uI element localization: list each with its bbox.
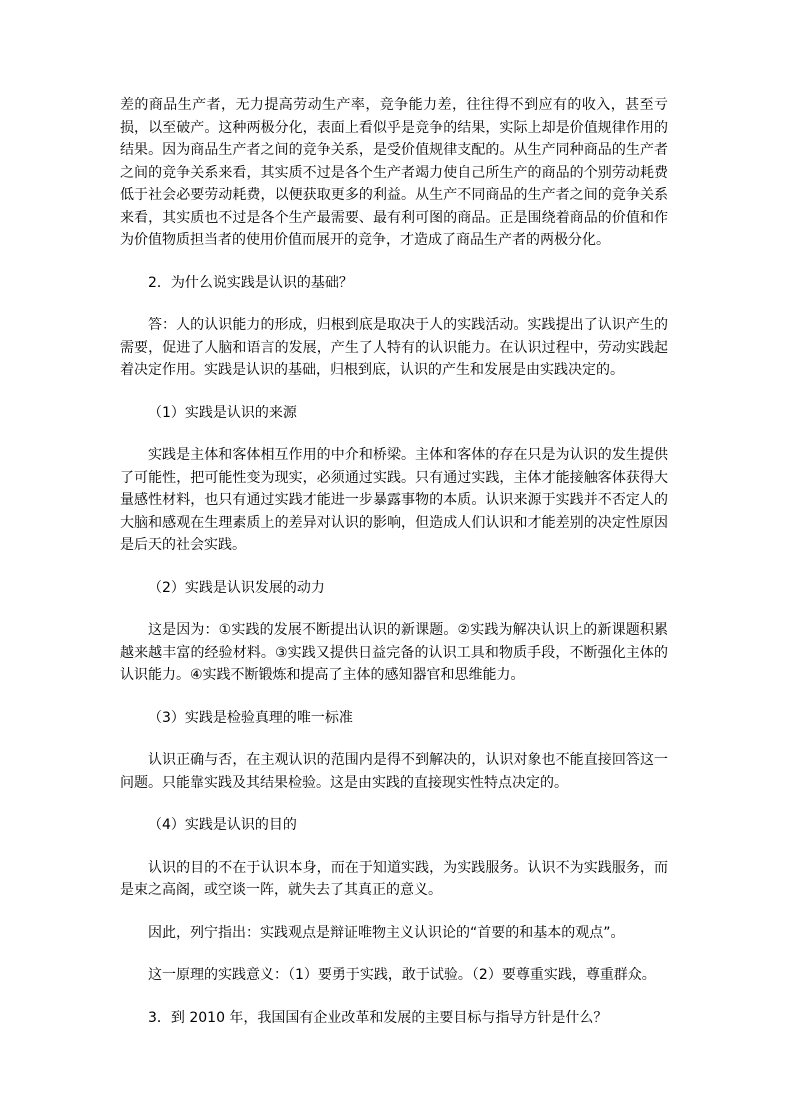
paragraph-source: 实践是主体和客体相互作用的中介和桥梁。主体和客体的存在只是为认识的发生提供了可能性，把可能性变为现实，必须通过实践。只有通过实践，主体才能接触客体获得大量感性材料，也只有通过实践才能进一步暴露事物的本质。认识来源于实践并不否定人的大脑和感观在生理素质上的差异对认识的影响，但造成人们认识和才能差别的决定性原因是后天的社会实践。 xyxy=(120,447,668,553)
paragraph-practical-meaning: 这一原理的实践意义：（1）要勇于实践，敢于试验。（2）要尊重实践，尊重群众。 xyxy=(148,967,656,983)
paragraph-driving-force: 这是因为：①实践的发展不断提出认识的新课题。②实践为解决认识上的新课题积累越来越丰富的经验材料。③实践又提供日益完备的认识工具和物质手段，不断强化主体的认识能力。④实践不断锻炼和提高了主体的感知器官和思维能力。 xyxy=(120,622,668,683)
subheading-driving-force: （2）实践是认识发展的动力 xyxy=(148,579,325,596)
paragraph-lenin-quote: 因此，列宁指出：实践观点是辩证唯物主义认识论的“首要的和基本的观点”。 xyxy=(148,924,625,941)
paragraph-purpose: 认识的目的不在于认识本身，而在于知道实践，为实践服务。认识不为实践服务，而是束之高阁，或空谈一阵，就失去了其真正的意义。 xyxy=(120,859,668,898)
answer-2-paragraph: 答：人的认识能力的形成，归根到底是取决于人的实践活动。实践提出了认识产生的需要，促进了人脑和语言的发展，产生了人特有的认识能力。在认识过程中，劳动实践起着决定作用。实践是认识的基础，归根到底，认识的产生和发展是由实践决定的。 xyxy=(120,317,668,378)
question-3-heading: 3．到 2010 年，我国国有企业改革和发展的主要目标与指导方针是什么？ xyxy=(148,1009,608,1026)
question-2-heading: 2．为什么说实践是认识的基础？ xyxy=(148,274,353,291)
subheading-truth-criterion: （3）实践是检验真理的唯一标准 xyxy=(148,709,353,726)
subheading-source: （1）实践是认识的来源 xyxy=(148,404,297,421)
paragraph-truth-criterion: 认识正确与否，在主观认识的范围内是得不到解决的，认识对象也不能直接回答这一问题。只能靠实践及其结果检验。这是由实践的直接现实性特点决定的。 xyxy=(120,752,668,791)
document-page xyxy=(120,94,668,1029)
subheading-purpose: （4）实践是认识的目的 xyxy=(148,817,297,833)
paragraph-value-law: 差的商品生产者，无力提高劳动生产率，竞争能力差，往往得不到应有的收入，甚至亏损，以至破产。这种两极分化，表面上看似乎是竞争的结果，实际上却是价值规律作用的结果。因为商品生产者之间的竞争关系，是受价值规律支配的。从生产同种商品的生产者之间的竞争关系来看，其实质不过是各个生产者竭力使自己所生产的商品的个别劳动耗费低于社会必要劳动耗费，以便获取更多的利益。从生产不同商品的生产者之间的竞争关系来看，其实质也不过是各个生产最需要、最有利可图的商品。正是围绕着商品的价值和作为价值物质担当者的使用价值而展开的竞争，才造成了商品生产者的两极分化。 xyxy=(120,97,668,248)
